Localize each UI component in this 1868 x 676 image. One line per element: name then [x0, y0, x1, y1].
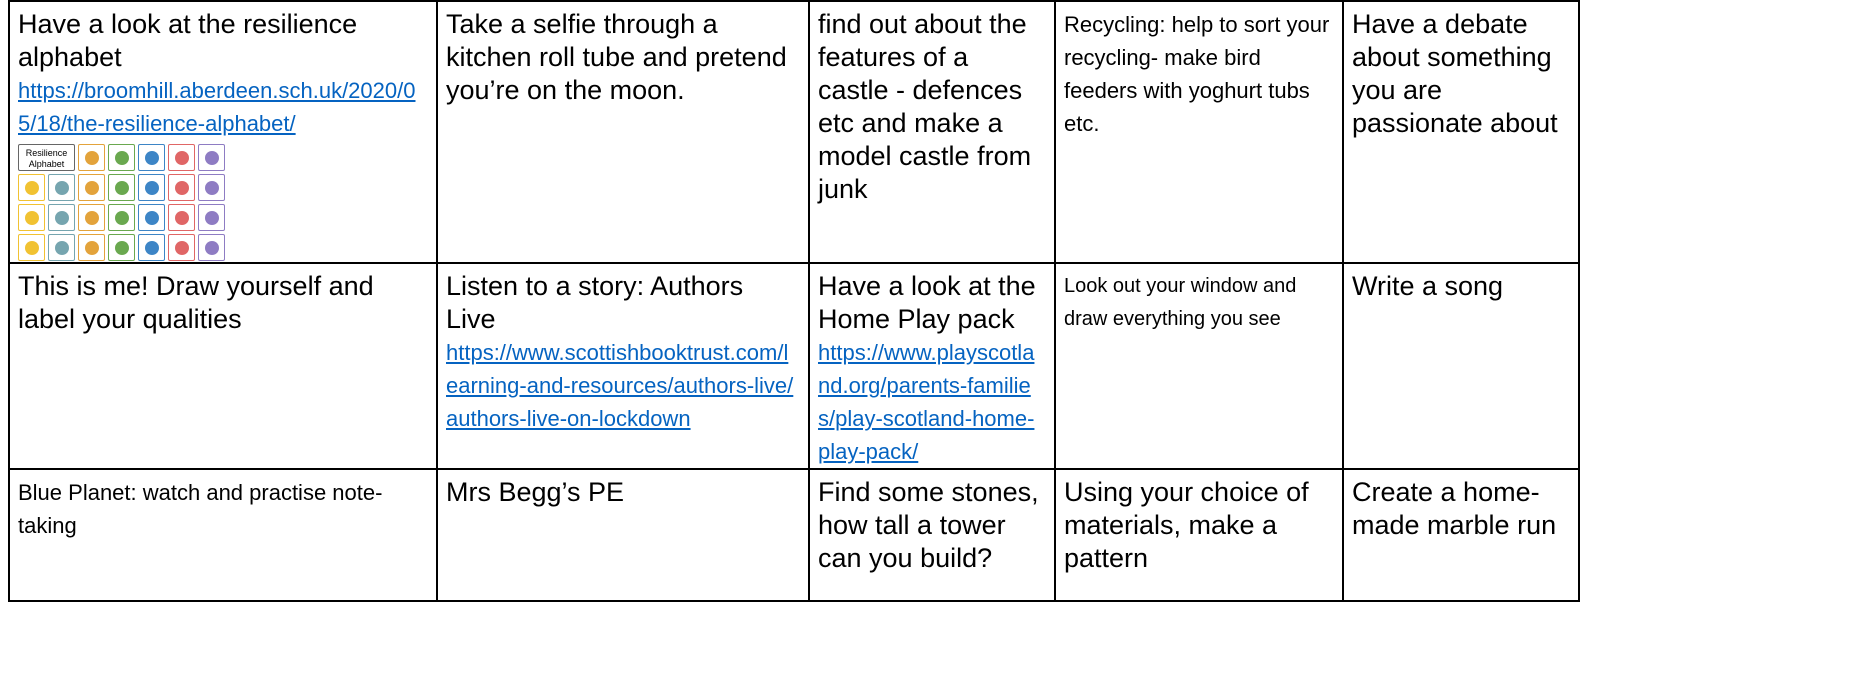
- alphabet-tile: [168, 234, 195, 261]
- cell-text: Find some stones, how tall a tower can you build?: [818, 477, 1039, 573]
- tile-figure-icon: [55, 181, 69, 195]
- activity-grid: [8, 0, 1580, 602]
- tile-figure-icon: [85, 151, 99, 165]
- alphabet-tile: [18, 174, 45, 201]
- tile-figure-icon: [145, 181, 159, 195]
- cell-text: Have a look at the resilience alphabet: [18, 9, 358, 72]
- tile-figure-icon: [205, 211, 219, 225]
- cell-this-is-me: [9, 263, 437, 469]
- tile-figure-icon: [85, 181, 99, 195]
- cell-text: Recycling: help to sort your recycling- make bird feeders with yoghurt tubs etc.: [1064, 12, 1330, 136]
- cell-text: Have a debate about something you are passionate about: [1352, 9, 1558, 138]
- tile-figure-icon: [175, 151, 189, 165]
- cell-text: find out about the features of a castle - defences etc and make a model castle from junk: [818, 9, 1032, 204]
- cell-text: Using your choice of materials, make a pattern: [1064, 477, 1309, 573]
- tile-figure-icon: [145, 211, 159, 225]
- tile-figure-icon: [115, 151, 129, 165]
- image-title: Resilience Alphabet: [18, 144, 75, 171]
- tile-figure-icon: [145, 151, 159, 165]
- cell-window: [1055, 263, 1343, 469]
- cell-text: Listen to a story: Authors Live: [446, 271, 744, 334]
- tile-figure-icon: [115, 211, 129, 225]
- home-play-link[interactable]: https://www.playscotland.org/parents-families/play-scotland-home-play-pack/: [818, 340, 1035, 464]
- alphabet-tile: [198, 144, 225, 171]
- cell-recycling: [1055, 1, 1343, 263]
- tile-figure-icon: [55, 211, 69, 225]
- cell-home-play: [809, 263, 1055, 469]
- cell-text: Have a look at the Home Play pack: [818, 271, 1036, 334]
- alphabet-tile: [168, 174, 195, 201]
- cell-pe: [437, 469, 809, 601]
- alphabet-tile: [198, 234, 225, 261]
- alphabet-tile: [198, 204, 225, 231]
- cell-text: Look out your window and draw everything you see: [1064, 275, 1297, 330]
- alphabet-tile: [18, 204, 45, 231]
- cell-marble-run: [1343, 469, 1579, 601]
- cell-text: Blue Planet: watch and practise note-taking: [18, 480, 383, 538]
- cell-pattern: [1055, 469, 1343, 601]
- cell-song: [1343, 263, 1579, 469]
- alphabet-tile: [78, 234, 105, 261]
- tile-figure-icon: [115, 241, 129, 255]
- tile-figure-icon: [115, 181, 129, 195]
- alphabet-tile: [168, 204, 195, 231]
- alphabet-tile: [198, 174, 225, 201]
- tile-figure-icon: [205, 241, 219, 255]
- cell-text: Write a song: [1352, 271, 1504, 301]
- cell-resilience-alphabet: [9, 1, 437, 263]
- authors-live-link[interactable]: https://www.scottishbooktrust.com/learning-and-resources/authors-live/authors-live-on-lockdown: [446, 340, 794, 431]
- alphabet-tile: [18, 234, 45, 261]
- cell-authors-live: [437, 263, 809, 469]
- tile-figure-icon: [25, 181, 39, 195]
- alphabet-tile: [108, 234, 135, 261]
- alphabet-tile: [78, 144, 105, 171]
- table-row: [9, 469, 1579, 601]
- alphabet-tile: [138, 234, 165, 261]
- tile-figure-icon: [25, 211, 39, 225]
- table-row: [9, 1, 1579, 263]
- cell-castle: [809, 1, 1055, 263]
- alphabet-tile: [108, 174, 135, 201]
- alphabet-tile: [108, 204, 135, 231]
- tile-figure-icon: [175, 181, 189, 195]
- table-row: [9, 263, 1579, 469]
- resilience-alphabet-link[interactable]: https://broomhill.aberdeen.sch.uk/2020/05/18/the-resilience-alphabet/: [18, 78, 416, 136]
- cell-text: This is me! Draw yourself and label your qualities: [18, 271, 374, 334]
- alphabet-tile: [138, 174, 165, 201]
- cell-debate: [1343, 1, 1579, 263]
- cell-text: Mrs Begg’s PE: [446, 477, 625, 507]
- cell-stones: [809, 469, 1055, 601]
- alphabet-tile: [48, 174, 75, 201]
- alphabet-tile: [138, 204, 165, 231]
- tile-figure-icon: [145, 241, 159, 255]
- tile-figure-icon: [175, 241, 189, 255]
- resilience-alphabet-image: [18, 144, 428, 261]
- tile-figure-icon: [55, 241, 69, 255]
- tile-figure-icon: [205, 181, 219, 195]
- alphabet-tile: [48, 204, 75, 231]
- cell-text: Create a home-made marble run: [1352, 477, 1557, 540]
- tile-figure-icon: [205, 151, 219, 165]
- tile-figure-icon: [25, 241, 39, 255]
- alphabet-tile: [48, 234, 75, 261]
- cell-selfie: [437, 1, 809, 263]
- alphabet-tile: [138, 144, 165, 171]
- tile-figure-icon: [175, 211, 189, 225]
- tile-figure-icon: [85, 211, 99, 225]
- alphabet-tile: [78, 204, 105, 231]
- alphabet-tile: [78, 174, 105, 201]
- cell-blue-planet: [9, 469, 437, 601]
- alphabet-tile: [108, 144, 135, 171]
- alphabet-tile: [168, 144, 195, 171]
- cell-text: Take a selfie through a kitchen roll tube and pretend you’re on the moon.: [446, 9, 787, 105]
- tile-figure-icon: [85, 241, 99, 255]
